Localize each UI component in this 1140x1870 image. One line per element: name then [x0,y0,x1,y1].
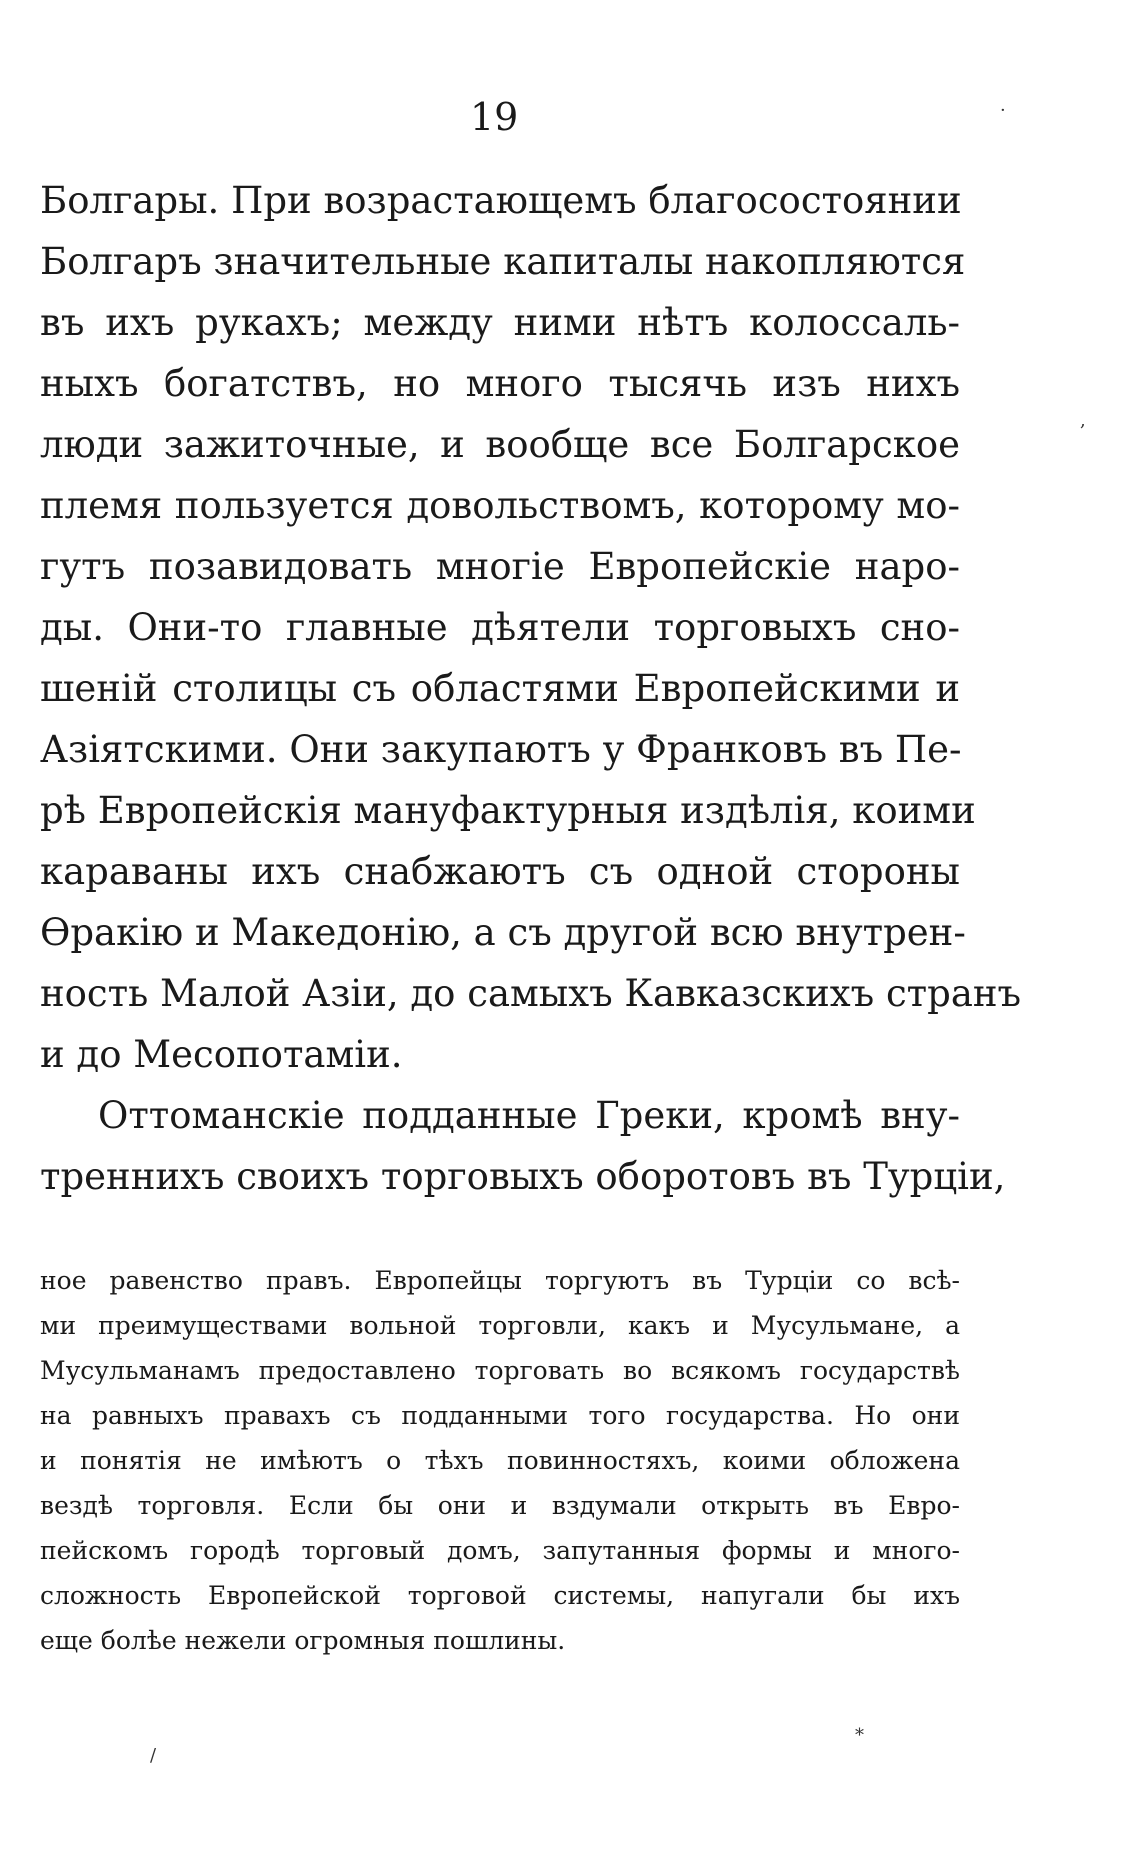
text-line: въ ихъ рукахъ; между ними нѣтъ колоссаль- [40,301,960,344]
footnote-line-end: еще болѣе нежели огромныя пошлины. [40,1626,566,1655]
text-line-paragraph-start: Оттоманскіе подданные Греки, кромѣ вну- [98,1094,960,1137]
footnote-line: Мусульманамъ предоставлено торговать во всякомъ государствѣ [40,1356,960,1385]
text-line: люди зажиточные, и вообще все Болгарское [40,423,960,466]
text-line: Болгаръ значительные капиталы накопляются [40,240,966,283]
text-line: караваны ихъ снабжаютъ съ одной стороны [40,850,960,893]
text-line: ды. Они-то главные дѣятели торговыхъ сно- [40,606,960,649]
text-line: Азіятскими. Они закупаютъ у Франковъ въ Пе- [40,728,962,771]
text-line: гутъ позавидовать многіе Европейскіе наро- [40,545,960,588]
scan-speck: / [150,1745,157,1766]
footnote-line: на равныхъ правахъ съ подданными того государства. Но они [40,1401,960,1430]
text-line-paragraph-end: и до Месопотаміи. [40,1033,403,1076]
text-line: шеній столицы съ областями Европейскими и [40,667,960,710]
text-line: Болгары. При возрастающемъ благосостоянии [40,179,962,222]
main-text-block [40,170,1022,1207]
scan-speck: , [1080,410,1086,431]
text-line: Ѳракію и Македонію, а съ другой всю внутрен- [40,911,966,954]
footnote-line: пейскомъ городѣ торговый домъ, запутанныя формы и много- [40,1536,960,1565]
footnote-block [40,1258,960,1663]
text-line: ныхъ богатствъ, но много тысячь изъ нихъ [40,362,960,405]
page-number: 19 [470,95,519,139]
text-line: рѣ Европейскія мануфактурныя издѣлія, коими [40,789,976,832]
footnote-line: ми преимуществами вольной торговли, какъ и Мусульмане, а [40,1311,960,1340]
footnote-line: ное равенство правъ. Европейцы торгуютъ въ Турціи со всѣ- [40,1266,960,1295]
footnote-line: и понятія не имѣютъ о тѣхъ повинностяхъ, коими обложена [40,1446,960,1475]
footnote-line: вездѣ торговля. Если бы они и вздумали открыть въ Евро- [40,1491,960,1520]
footnote-line: сложность Европейской торговой системы, напугали бы ихъ [40,1581,960,1610]
text-line: треннихъ своихъ торговыхъ оборотовъ въ Турціи, [40,1155,1006,1198]
text-line: племя пользуется довольствомъ, которому мо- [40,484,960,527]
text-line: ность Малой Азіи, до самыхъ Кавказскихъ странъ [40,972,1022,1015]
scan-speck: * [855,1725,864,1746]
scan-speck: · [1000,100,1006,121]
